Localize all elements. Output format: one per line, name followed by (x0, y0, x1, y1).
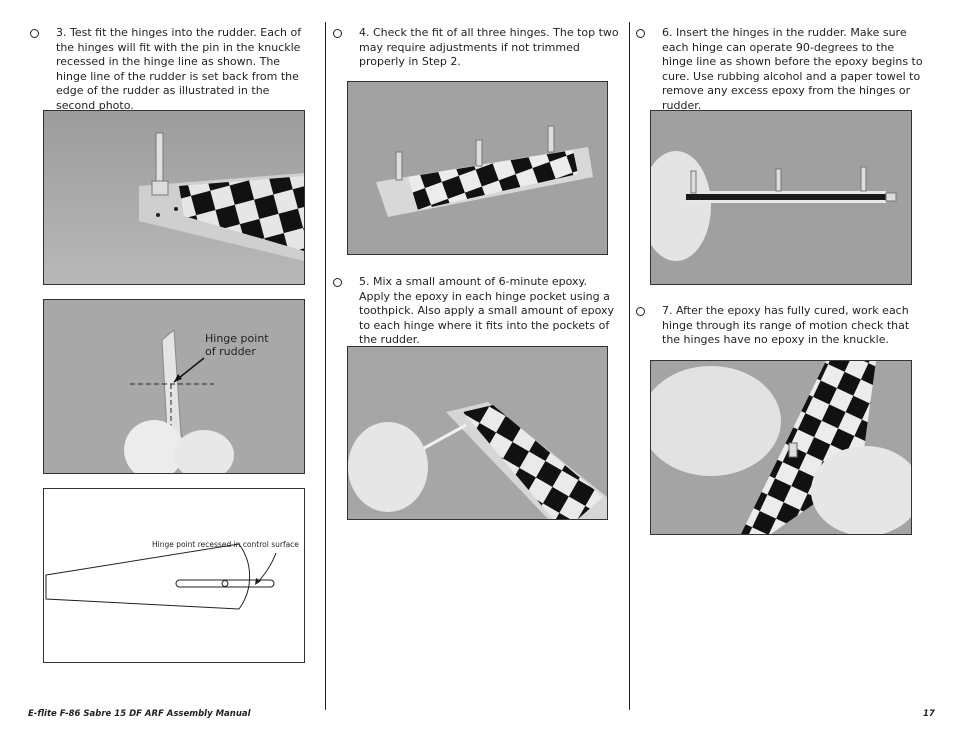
checkbox-bullet-icon (333, 29, 342, 38)
step-3-text: 3. Test fit the hinges into the rudder. Each of the hinges will fit with the pin in the knuckle recessed in the hinge line as shown. The hinge line of the rudder is set back from the edge of the rudder as illustrated in the second photo. (56, 26, 302, 112)
checkbox-bullet-icon (636, 29, 645, 38)
photo-hinges-inserted (650, 110, 912, 285)
checkbox-bullet-icon (30, 29, 39, 38)
diagram-hinge-recessed (43, 488, 305, 663)
photo-rudder-hinges (43, 110, 305, 285)
step-6-text: 6. Insert the hinges in the rudder. Make sure each hinge can operate 90-degrees to the hinge line as shown before the epoxy begins to cure. Use rubbing alcohol and a paper towel to remove any excess epoxy from the hinges or rudder. (662, 26, 923, 112)
step-5-text: 5. Mix a small amount of 6-minute epoxy. Apply the epoxy in each hinge pocket using a toothpick. Also apply a small amount of epoxy to each hinge where it fits into the pockets of the rudder. (359, 275, 615, 346)
footer-page-number: 17 (923, 709, 935, 719)
photo-apply-epoxy (347, 346, 608, 520)
column-divider-2 (629, 22, 630, 710)
callout-hinge-point-rudder: Hinge point of rudder (205, 332, 269, 358)
column-divider-1 (325, 22, 326, 710)
checkbox-bullet-icon (333, 278, 342, 287)
photo-hinge-motion (650, 360, 912, 535)
step-7-text: 7. After the epoxy has fully cured, work each hinge through its range of motion check that the hinges have no epoxy in the knuckle. (662, 304, 910, 346)
photo-hinge-point (43, 299, 305, 474)
step-4-text: 4. Check the fit of all three hinges. The top two may require adjustments if not trimmed properly in Step 2. (359, 26, 619, 68)
checkbox-bullet-icon (636, 307, 645, 316)
footer-manual-title: E-flite F-86 Sabre 15 DF ARF Assembly Manual (28, 709, 251, 719)
label-hinge-recessed: Hinge point recessed in control surface (152, 540, 299, 549)
photo-three-hinges (347, 81, 608, 255)
